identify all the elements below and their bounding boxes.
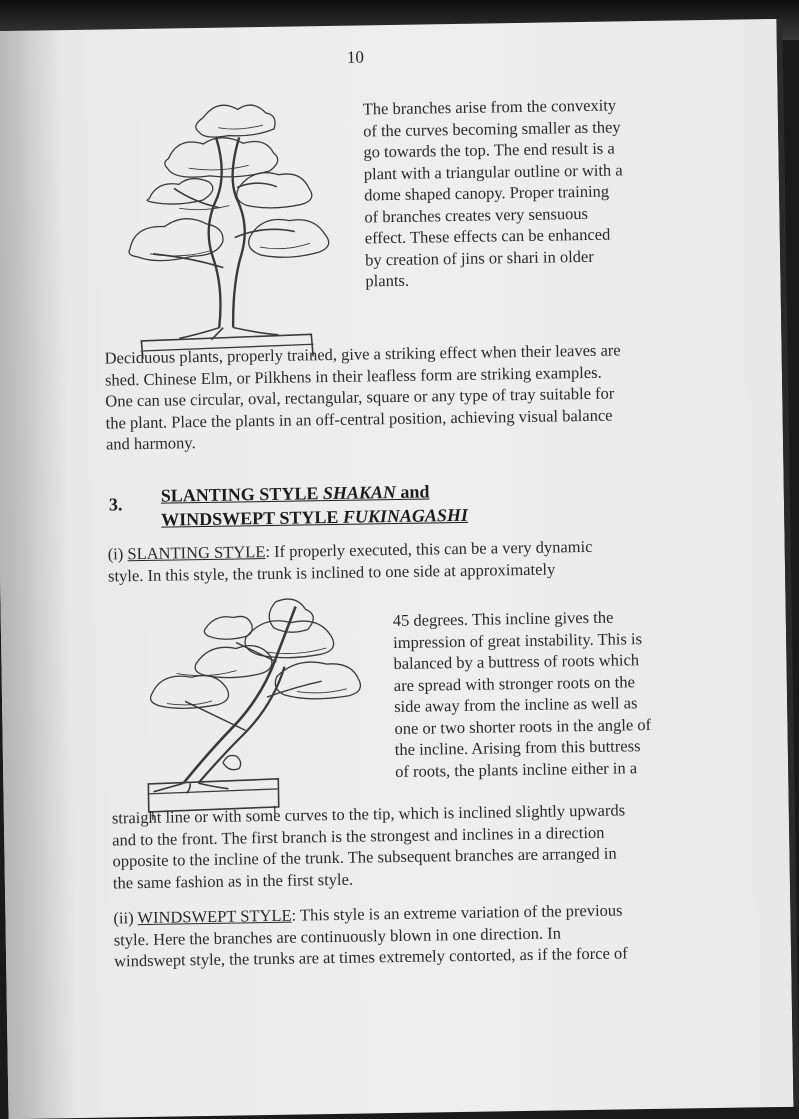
text-line: the incline. Arising from this buttress: [394, 736, 641, 760]
text-line: balanced by a buttress of roots which: [393, 650, 640, 674]
upright-bonsai-drawing: [107, 86, 341, 360]
text-line: plant with a triangular outline or with a: [363, 159, 623, 183]
text-line: opposite to the incline of the trunk. The subsequent branches are arranged in: [112, 843, 617, 871]
slanting-bonsai-illustration: [125, 590, 369, 824]
paragraph-deciduous: [104, 339, 666, 455]
text-line: by creation of jins or shari in older: [364, 246, 594, 269]
text-line: go towards the top. The end result is a: [363, 138, 615, 162]
list-marker: (i): [107, 544, 128, 564]
title-italic-text: FUKINAGASHI: [342, 504, 469, 527]
upright-bonsai-illustration: [107, 86, 341, 360]
page-gutter-shadow: [0, 30, 79, 1119]
text-line: one or two shorter roots in the angle of: [394, 714, 652, 738]
text-line: plants.: [365, 270, 410, 291]
text-line: windswept style, the trunks are at times extremely contorted, as if the force of: [113, 943, 628, 971]
title-text: WINDSWEPT STYLE: [161, 506, 344, 530]
text-line: shed. Chinese Elm, or Pilkhens in their leafless form are striking examples.: [104, 362, 602, 390]
slanting-bonsai-drawing: [125, 590, 369, 824]
text-line: The branches arise from the convexity: [362, 95, 617, 119]
text-line: One can use circular, oval, rectangular, square or any type of tray suitable for: [105, 383, 615, 411]
paragraph-slanting-intro: [108, 535, 669, 587]
text-line: the same fashion as in the first style.: [112, 869, 354, 892]
text-line: and harmony.: [105, 433, 196, 454]
title-text: and: [395, 481, 430, 502]
text-line: dome shaped canopy. Proper training: [363, 181, 610, 205]
text-line: the plant. Place the plants in an off-central position, achieving visual balance: [105, 405, 613, 433]
section-title-line-2: [161, 503, 468, 532]
text-line: style. Here the branches are continuously blown in one direction. In: [113, 922, 562, 949]
text-line: of roots, the plants incline either in a: [395, 757, 638, 781]
paragraph-incline: [393, 605, 686, 782]
section-title: [161, 479, 468, 532]
paragraph-branches: [363, 94, 666, 292]
title-text: SLANTING STYLE: [160, 483, 324, 506]
term-label: SLANTING STYLE: [127, 542, 266, 564]
text-line: effect. These effects can be enhanced: [364, 224, 611, 248]
text-line: of branches creates very sensuous: [364, 203, 589, 226]
page-number: 10: [346, 47, 365, 67]
paragraph-windswept: [113, 899, 674, 972]
text-line: of the curves becoming smaller as they: [362, 116, 621, 140]
text-line: style. In this style, the trunk is inclined to one side at approximately: [107, 558, 556, 586]
text-span: : If properly executed, this can be a very dynamic: [265, 536, 593, 562]
text-line: and to the front. The first branch is the strongest and inclines in a direction: [112, 822, 605, 849]
paragraph-straight-line: [112, 799, 673, 894]
text-line: side away from the incline as well as: [394, 693, 638, 717]
term-label: WINDSWEPT STYLE: [137, 905, 292, 928]
text-line: 45 degrees. This incline gives the: [392, 607, 614, 631]
text-line: Deciduous plants, properly trained, give a striking effect when their leaves are: [104, 340, 621, 368]
book-page: [0, 19, 799, 1119]
text-line: straight line or with some curves to the tip, which is inclined slightly upwards: [111, 800, 626, 828]
title-italic-text: SHAKAN: [322, 481, 397, 504]
list-marker: (ii): [113, 908, 138, 928]
section-number: 3.: [108, 494, 123, 515]
text-line: are spread with stronger roots on the: [393, 671, 635, 695]
text-line: impression of great instability. This is: [392, 628, 643, 652]
text-span: : This style is an extreme variation of the previous: [291, 900, 623, 925]
